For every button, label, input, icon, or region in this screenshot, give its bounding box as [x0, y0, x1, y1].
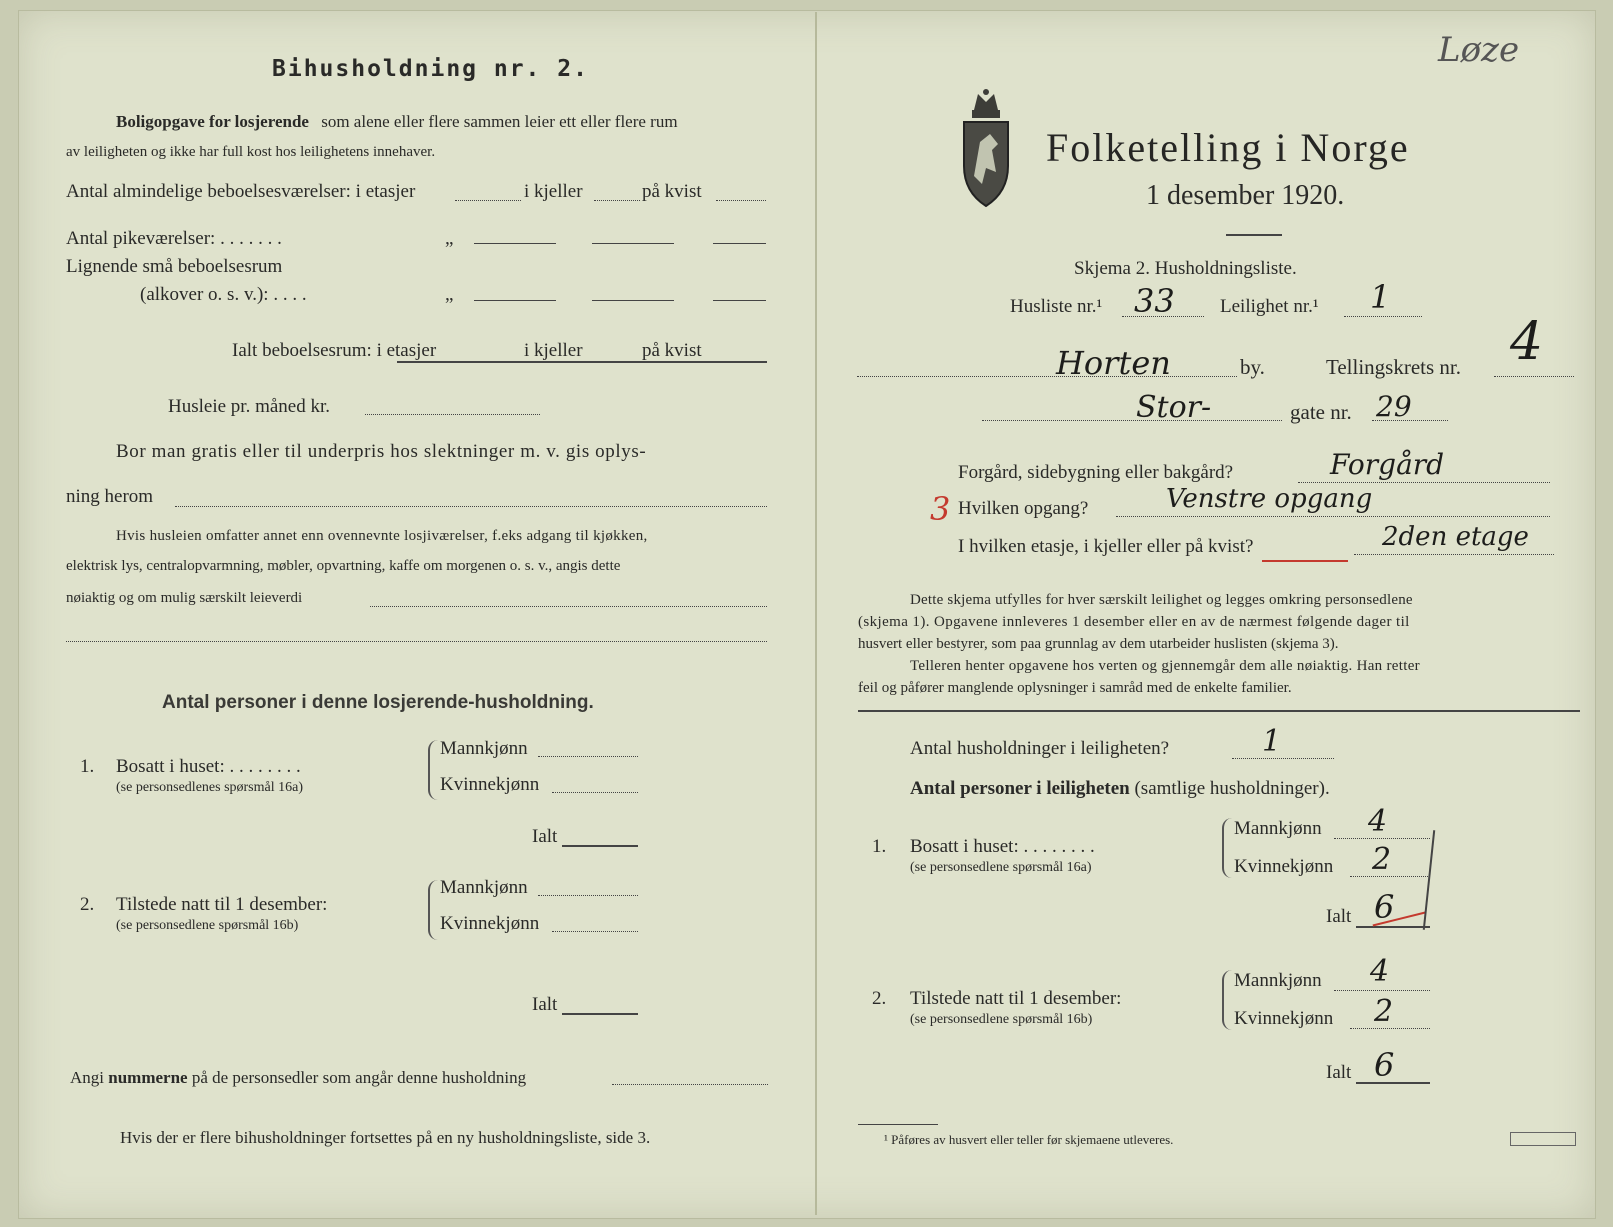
- alkover-field-2[interactable]: [592, 300, 674, 301]
- by-label: by.: [1240, 355, 1265, 379]
- left-q1-kvinne-field[interactable]: [552, 792, 638, 793]
- right-q1-brace: [1222, 818, 1232, 878]
- right-date: 1 desember 1920.: [1146, 180, 1345, 211]
- lignende-label: Lignende små beboelsesrum: [66, 256, 283, 277]
- left-q1-ialt-field[interactable]: [562, 845, 638, 847]
- hvis-line1: Hvis husleien omfatter annet enn ovennevnte losjiværelser, f.eks adgang til kjøkken,: [116, 528, 648, 544]
- left-q1-kvinne: Kvinnekjønn: [440, 774, 540, 795]
- etasje-value: 2den etage: [1382, 522, 1529, 552]
- left-q2-ialt: Ialt: [532, 994, 558, 1015]
- bor-field[interactable]: [175, 506, 767, 507]
- left-q2-num: 2.: [80, 894, 95, 915]
- printer-stamp: [1510, 1132, 1576, 1146]
- info-line3: husvert eller bestyrer, som paa grunnlag av dem utarbeider huslisten (skjema 3).: [858, 636, 1339, 652]
- opgang-field[interactable]: [1116, 516, 1550, 517]
- right-q1-ialt-field[interactable]: [1356, 926, 1430, 928]
- etasje-label: I hvilken etasje, i kjeller eller på kvist?: [958, 536, 1254, 557]
- left-q2-sub: (se personsedlene spørsmål 16b): [116, 918, 299, 933]
- pike-field-1[interactable]: [474, 243, 556, 244]
- footnote-rule: [858, 1124, 938, 1125]
- pike-field-3[interactable]: [713, 243, 766, 244]
- left-q1-mann-field[interactable]: [538, 756, 638, 757]
- rooms-kjeller-field[interactable]: [594, 200, 640, 201]
- etasje-field[interactable]: [1354, 554, 1554, 555]
- corner-note: Løze: [1438, 30, 1520, 70]
- intro-rest: som alene eller flere sammen leier ett eller flere rum: [321, 112, 678, 131]
- right-q1-kvinne-field[interactable]: [1350, 876, 1430, 877]
- date-rule: [1226, 234, 1282, 236]
- right-personer-bold: Antal personer i leiligheten: [910, 778, 1130, 799]
- right-q1-mann-field[interactable]: [1334, 838, 1430, 839]
- leilighet-value: 1: [1370, 278, 1391, 316]
- left-q1-ialt: Ialt: [532, 826, 558, 847]
- right-q2-ialt-value: 6: [1374, 1046, 1395, 1084]
- right-q1-label: Bosatt i huset: . . . . . . . .: [910, 836, 1095, 857]
- left-title: Bihusholdning nr. 2.: [272, 56, 589, 82]
- left-q2-mann-field[interactable]: [538, 895, 638, 896]
- right-q2-ialt: Ialt: [1326, 1062, 1352, 1083]
- info-rule: [858, 710, 1580, 712]
- gate-value: 29: [1376, 390, 1412, 423]
- rooms-label: Antal almindelige beboelsesværelser: i etasjer: [66, 181, 416, 202]
- husleie-label: Husleie pr. måned kr.: [168, 396, 330, 417]
- left-q2-brace: [428, 880, 438, 940]
- right-title: Folketelling i Norge: [1046, 125, 1410, 170]
- bor-line2: ning herom: [66, 486, 154, 507]
- opgang-label: Hvilken opgang?: [958, 498, 1089, 519]
- left-q1-brace: [428, 740, 438, 800]
- left-footer: Hvis der er flere bihusholdninger fortsettes på en ny husholdningsliste, side 3.: [120, 1128, 651, 1147]
- right-personer: [910, 778, 1330, 800]
- hush-label: Antal husholdninger i leiligheten?: [910, 738, 1170, 759]
- hush-field[interactable]: [1232, 758, 1334, 759]
- left-q1-num: 1.: [80, 756, 95, 777]
- left-personer-title: Antal personer i denne losjerende-husholdning.: [162, 692, 594, 713]
- husliste-value: 33: [1134, 282, 1175, 320]
- right-q2-num: 2.: [872, 988, 887, 1009]
- rooms-kvist: på kvist: [642, 181, 702, 202]
- husliste-label: Husliste nr.¹: [1010, 296, 1103, 317]
- krets-field[interactable]: [1494, 376, 1574, 377]
- rooms-kjeller: i kjeller: [524, 181, 583, 202]
- ialt-rum-kjeller: i kjeller: [524, 340, 583, 361]
- right-q2-brace: [1222, 970, 1232, 1030]
- husliste-field[interactable]: [1122, 316, 1204, 317]
- angi-bold: nummerne: [108, 1068, 188, 1087]
- leieverdi-field-2[interactable]: [66, 641, 767, 642]
- bor-line1: Bor man gratis eller til underpris hos slektninger m. v. gis oplys-: [116, 441, 647, 462]
- kvist-red-underline: [1262, 560, 1348, 562]
- pike-field-2[interactable]: [592, 243, 674, 244]
- right-q2-mann: Mannkjønn: [1234, 970, 1322, 991]
- alkover-field-3[interactable]: [713, 300, 766, 301]
- alkover-field-1[interactable]: [474, 300, 556, 301]
- opgang-value: Venstre opgang: [1166, 484, 1373, 514]
- leilighet-label: Leilighet nr.¹: [1220, 296, 1319, 317]
- left-q2-kvinne-field[interactable]: [552, 931, 638, 932]
- right-q2-ialt-field[interactable]: [1356, 1082, 1430, 1084]
- left-intro: [116, 112, 678, 132]
- gate-field[interactable]: [1372, 420, 1448, 421]
- leilighet-field[interactable]: [1344, 316, 1422, 317]
- alkover-ditto: „: [445, 284, 454, 305]
- right-q2-mann-field[interactable]: [1334, 990, 1430, 991]
- pike-label: Antal pikeværelser: . . . . . . .: [66, 228, 282, 249]
- left-q1-sub: (se personsedlenes spørsmål 16a): [116, 780, 304, 795]
- hush-value: 1: [1262, 724, 1282, 759]
- left-q2-ialt-field[interactable]: [562, 1013, 638, 1015]
- gate-label: gate nr.: [1290, 400, 1352, 424]
- right-q2-kvinne: Kvinnekjønn: [1234, 1008, 1334, 1029]
- right-q1-mann: Mannkjønn: [1234, 818, 1322, 839]
- left-q1-label: Bosatt i huset: . . . . . . . .: [116, 756, 301, 777]
- angi-field[interactable]: [612, 1084, 768, 1085]
- ialt-rum-label: Ialt beboelsesrum: i etasjer: [232, 340, 437, 361]
- left-q2-label: Tilstede natt til 1 desember:: [116, 894, 328, 915]
- ialt-rum-underline[interactable]: [397, 361, 767, 363]
- right-personer-rest: (samtlige husholdninger).: [1134, 778, 1330, 799]
- page-fold: [815, 12, 817, 1215]
- forgaard-label: Forgård, sidebygning eller bakgård?: [958, 462, 1234, 483]
- street-value: Stor-: [1136, 390, 1212, 425]
- left-q2-mann: Mannkjønn: [440, 877, 528, 898]
- hvis-line3: nøiaktig og om mulig særskilt leieverdi: [66, 590, 303, 606]
- angi-post: på de personsedler som angår denne husholdning: [191, 1068, 527, 1087]
- right-q2-sub: (se personsedlene spørsmål 16b): [910, 1012, 1093, 1027]
- right-q1-ialt: Ialt: [1326, 906, 1352, 927]
- left-q1-mann: Mannkjønn: [440, 738, 528, 759]
- right-q1-sub: (se personsedlene spørsmål 16a): [910, 860, 1092, 875]
- left-intro-line2: av leiligheten og ikke har full kost hos leilighetens innehaver.: [66, 144, 436, 160]
- rooms-etasjer-field[interactable]: [455, 200, 521, 201]
- street-field[interactable]: [982, 420, 1282, 421]
- right-q1-kvinne-value: 2: [1372, 842, 1392, 877]
- husleie-field[interactable]: [365, 414, 540, 415]
- footnote: ¹ Påføres av husvert eller teller før skjemaene utleveres.: [884, 1132, 1174, 1147]
- alkover-label: (alkover o. s. v.): . . . .: [140, 284, 307, 305]
- angi-text: [70, 1068, 526, 1088]
- skjema-label: Skjema 2. Husholdningsliste.: [1074, 258, 1297, 279]
- right-q1-kvinne: Kvinnekjønn: [1234, 856, 1334, 877]
- city-value: Horten: [1056, 344, 1171, 382]
- right-q1-ialt-value: 6: [1374, 888, 1395, 926]
- right-q2-kvinne-field[interactable]: [1350, 1028, 1430, 1029]
- right-q2-mann-value: 4: [1370, 954, 1390, 989]
- right-q2-kvinne-value: 2: [1374, 994, 1394, 1029]
- hvis-line2: elektrisk lys, centralopvarmning, møbler, opvartning, kaffe om morgenen o. s. v., angis dette: [66, 558, 621, 574]
- right-q2-label: Tilstede natt til 1 desember:: [910, 988, 1122, 1009]
- info-line4: Telleren henter opgavene hos verten og gjennemgår dem alle nøiaktig. Han retter: [910, 658, 1420, 674]
- rooms-kvist-field[interactable]: [716, 200, 766, 201]
- forgaard-value: Forgård: [1330, 448, 1445, 481]
- info-line5: feil og påfører manglende oplysninger i samråd med de enkelte familier.: [858, 680, 1292, 696]
- intro-bold: Boligopgave for losjerende: [116, 112, 309, 131]
- left-q2-kvinne: Kvinnekjønn: [440, 913, 540, 934]
- info-line1: Dette skjema utfylles for hver særskilt leilighet og legges omkring personsedlene: [910, 592, 1413, 608]
- krets-label: Tellingskrets nr.: [1326, 355, 1462, 379]
- info-line2: (skjema 1). Opgavene innleveres 1 desember eller en av de nærmest følgende dager til: [858, 614, 1410, 630]
- right-q1-num: 1.: [872, 836, 887, 857]
- leieverdi-field[interactable]: [370, 606, 767, 607]
- right-q1-mann-value: 4: [1368, 804, 1388, 839]
- krets-value: 4: [1510, 312, 1544, 372]
- opgang-red-mark: 3: [930, 490, 951, 528]
- ialt-rum-kvist: på kvist: [642, 340, 702, 361]
- pike-ditto-1: „: [445, 228, 454, 249]
- angi-pre: Angi: [70, 1068, 104, 1087]
- forgaard-field[interactable]: [1298, 482, 1550, 483]
- coat-of-arms-icon: [960, 88, 1012, 210]
- city-field[interactable]: [857, 376, 1237, 377]
